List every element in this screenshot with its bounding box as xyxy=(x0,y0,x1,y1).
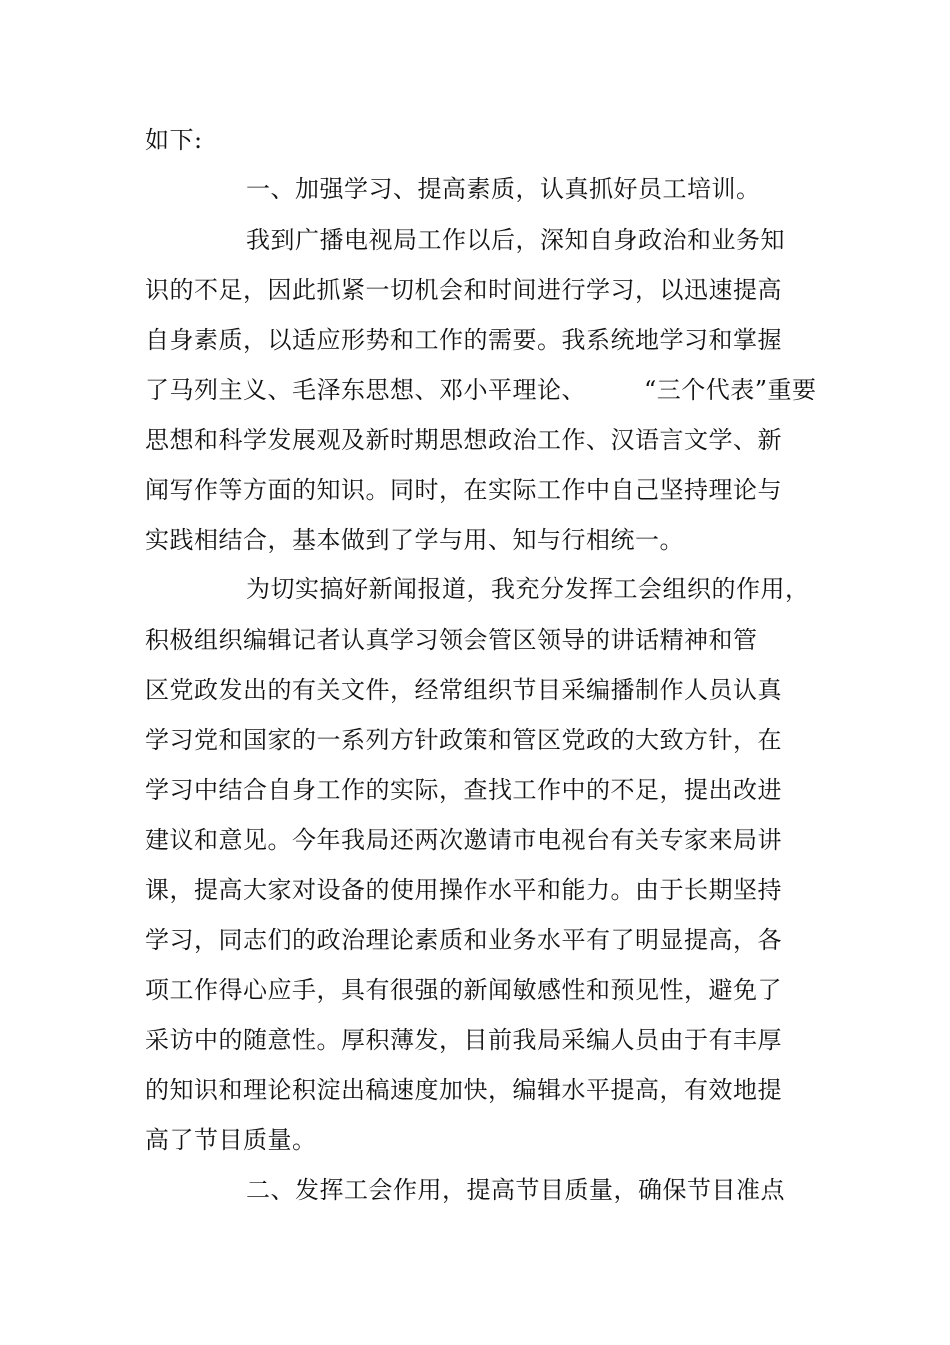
paragraph-line: 积极组织编辑记者认真学习领会管区领导的讲话精神和管 xyxy=(145,626,758,654)
paragraph-line: 实践相结合，基本做到了学与用、知与行相统一。 xyxy=(145,526,684,554)
paragraph-line: 学习党和国家的一系列方针政策和管区党政的大致方针，在 xyxy=(145,726,782,754)
paragraph-line: 学习，同志们的政治理论素质和业务水平有了明显提高，各 xyxy=(145,926,782,954)
paragraph-line: 我到广播电视局工作以后，深知自身政治和业务知 xyxy=(246,226,785,254)
paragraph-line-part: “三个代表”重要 xyxy=(644,376,817,404)
section-heading: 一、加强学习、提高素质，认真抓好员工培训。 xyxy=(246,175,761,203)
paragraph-line: 为切实搞好新闻报道，我充分发挥工会组织的作用， xyxy=(246,575,810,603)
paragraph-line: 高了节目质量。 xyxy=(145,1126,317,1154)
paragraph-line: 自身素质，以适应形势和工作的需要。我系统地学习和掌握 xyxy=(145,326,782,354)
paragraph-line: 区党政发出的有关文件，经常组织节目采编播制作人员认真 xyxy=(145,676,782,704)
paragraph-line: 课，提高大家对设备的使用操作水平和能力。由于长期坚持 xyxy=(145,876,782,904)
paragraph-line: 的知识和理论积淀出稿速度加快，编辑水平提高，有效地提 xyxy=(145,1076,782,1104)
section-heading: 二、发挥工会作用，提高节目质量，确保节目准点 xyxy=(246,1176,785,1204)
paragraph-line: 建议和意见。今年我局还两次邀请市电视台有关专家来局讲 xyxy=(145,826,782,854)
paragraph-line-part: 了马列主义、毛泽东思想、邓小平理论、 xyxy=(145,376,586,404)
paragraph-line xyxy=(145,375,817,405)
paragraph-line: 项工作得心应手，具有很强的新闻敏感性和预见性，避免了 xyxy=(145,976,782,1004)
paragraph-line: 学习中结合自身工作的实际，查找工作中的不足，提出改进 xyxy=(145,776,782,804)
text-line: 如下: xyxy=(145,126,203,154)
paragraph-line: 思想和科学发展观及新时期思想政治工作、汉语言文学、新 xyxy=(145,426,782,454)
paragraph-line: 采访中的随意性。厚积薄发，目前我局采编人员由于有丰厚 xyxy=(145,1026,782,1054)
paragraph-line: 闻写作等方面的知识。同时，在实际工作中自己坚持理论与 xyxy=(145,476,782,504)
paragraph-line: 识的不足，因此抓紧一切机会和时间进行学习，以迅速提高 xyxy=(145,276,782,304)
